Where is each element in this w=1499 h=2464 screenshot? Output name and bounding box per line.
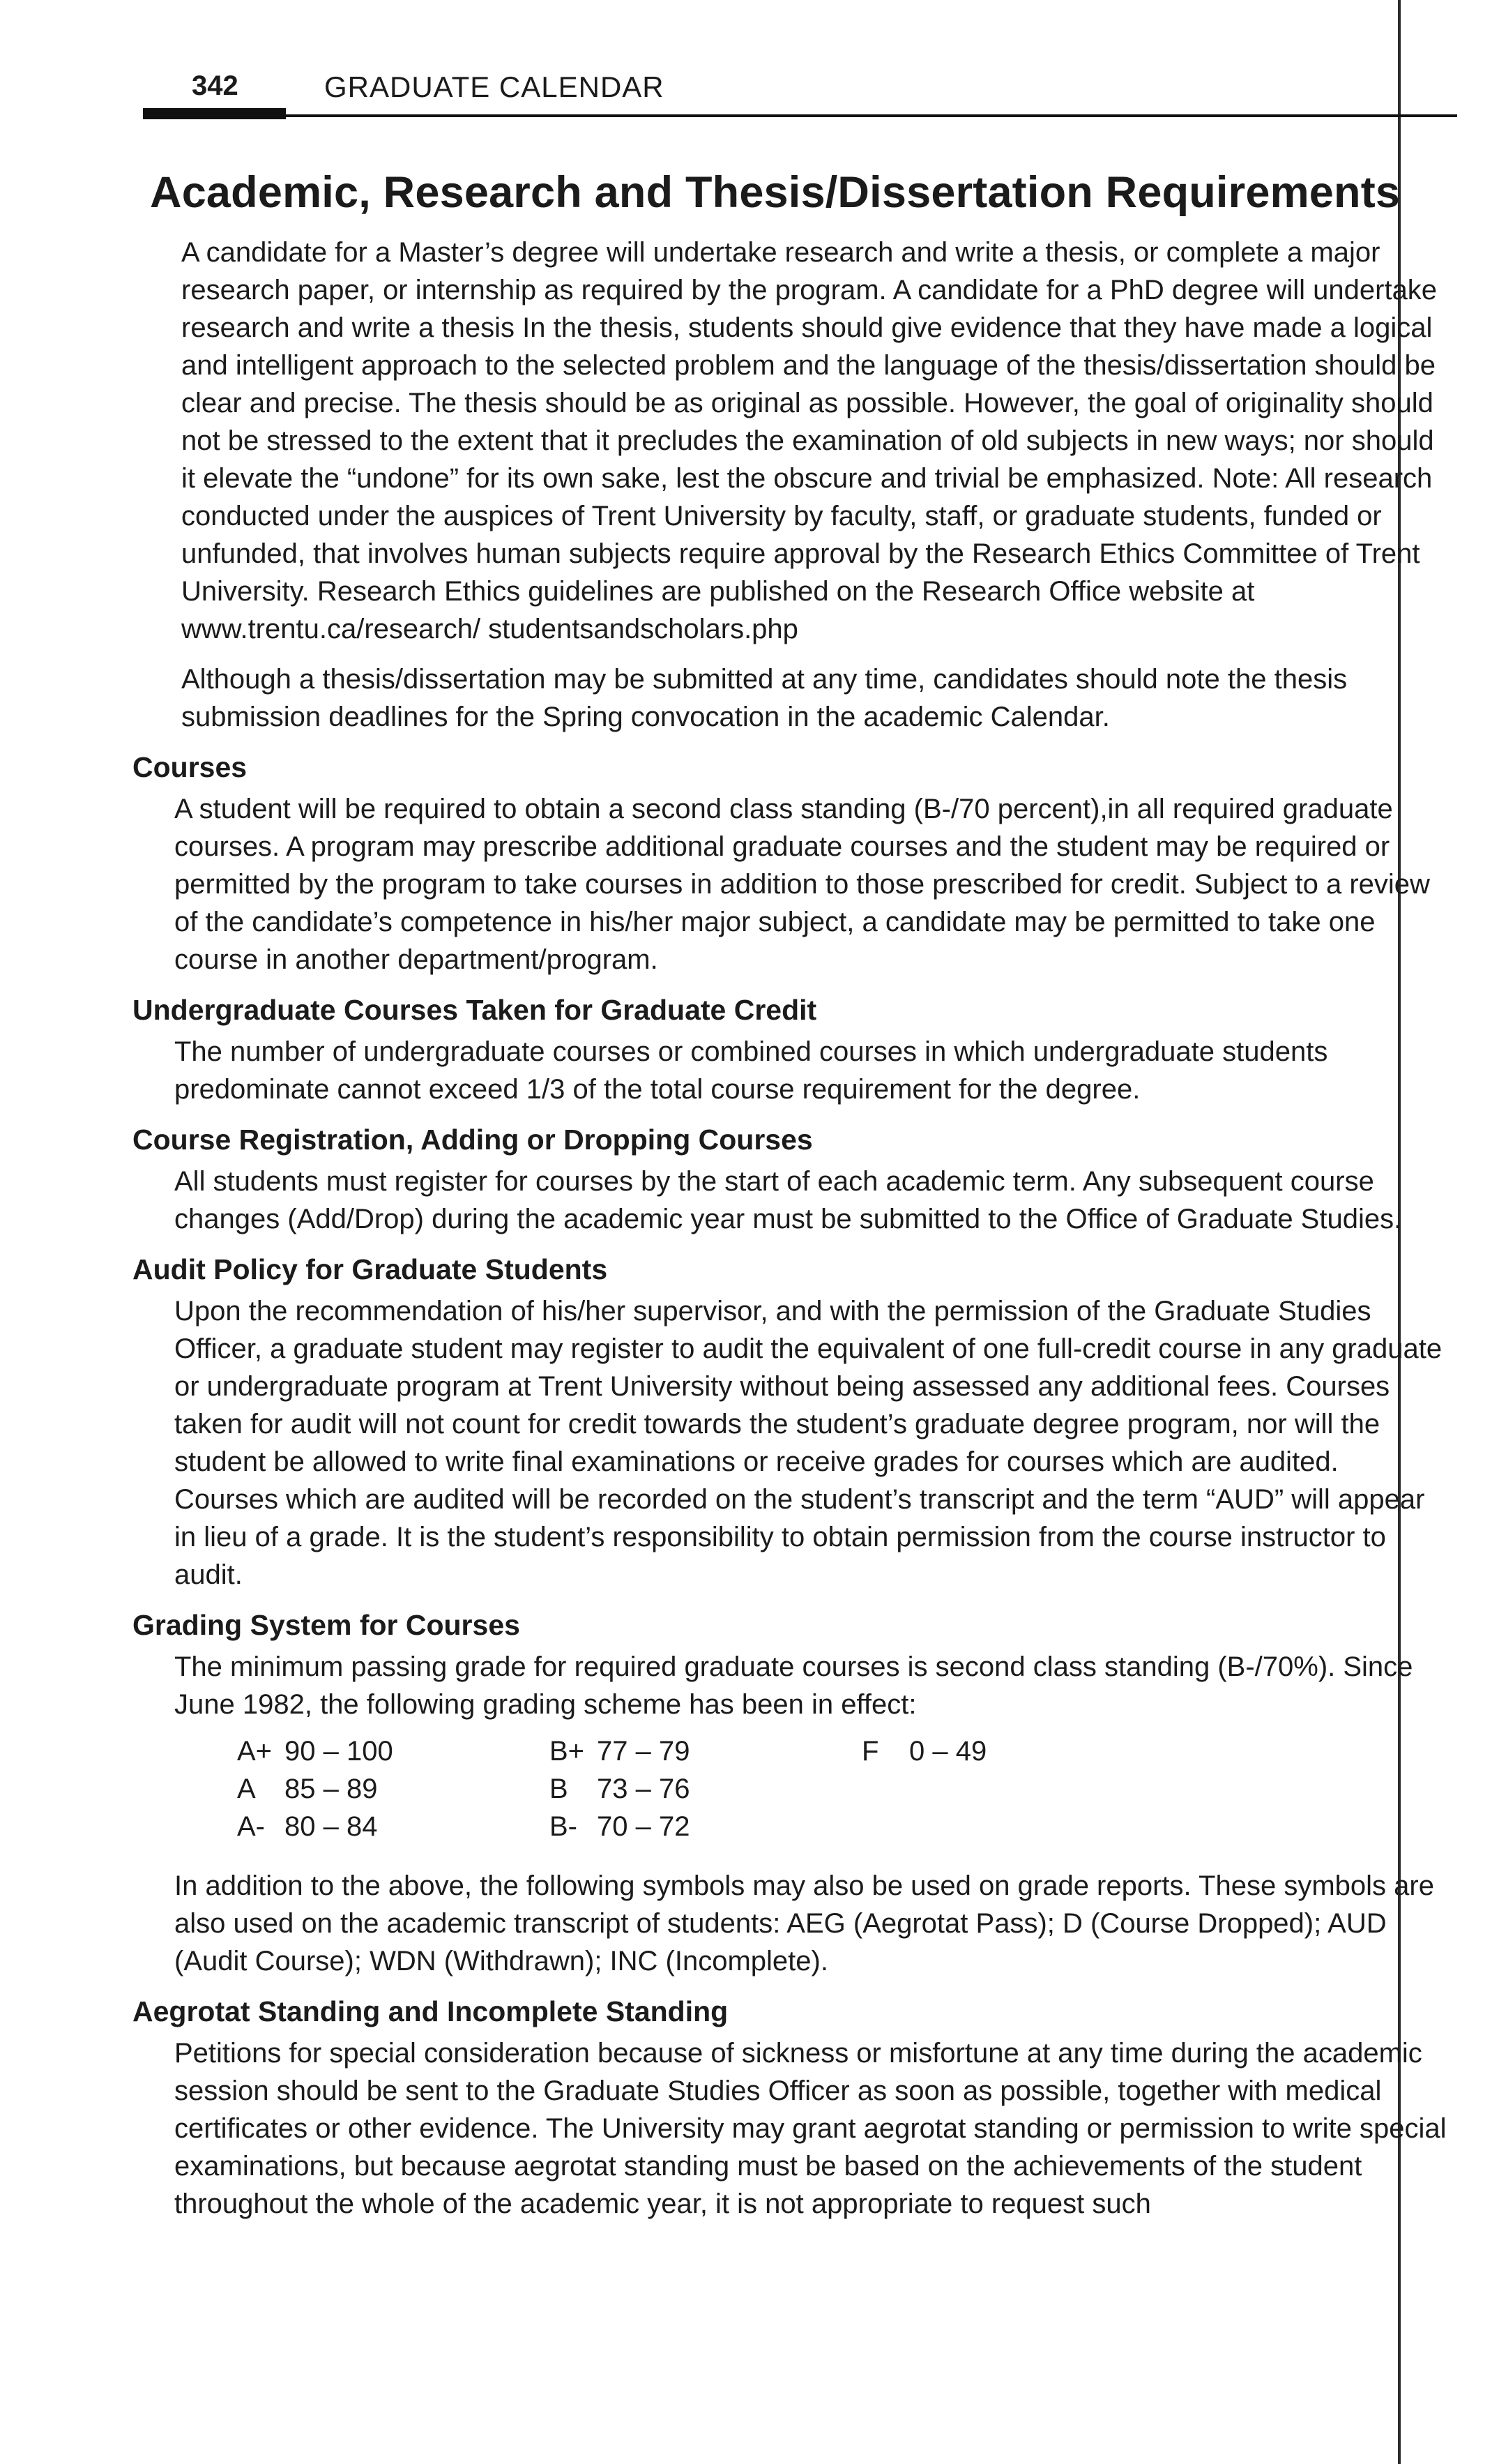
grade-letter: A+ xyxy=(237,1736,273,1767)
grade-letter xyxy=(862,1774,909,1811)
grade-letter: B+ xyxy=(549,1736,585,1767)
section-text: A student will be required to obtain a second class standing (B-/70 percent),in all required graduate courses. A program may prescribe additional graduate courses and the student may be required or permitted by the program to take courses in addition to those prescribed for credit. Subject to a review of the candidate’s competence in his/her major subject, a candidate may be permitted to take one course in another department/program. xyxy=(174,794,1430,975)
section-heading: Grading System for Courses xyxy=(132,1609,520,1641)
page-title: Academic, Research and Thesis/Dissertation Requirements xyxy=(150,168,1401,217)
section-undergrad-credit xyxy=(132,991,1447,1108)
grade-letter: B xyxy=(549,1774,568,1804)
grade-symbols-text: In addition to the above, the following symbols may also be used on grade reports. These symbols are also used on the academic transcript of students: AEG (Aegrotat Pass); D (Course Dropped); AUD (Audit Course); WDN (Withdrawn); INC (Incomplete). xyxy=(174,1870,1434,1977)
section-courses xyxy=(132,748,1447,978)
header-rule-thin xyxy=(286,114,1457,117)
intro-paragraph-2: Although a thesis/dissertation may be submitted at any time, candidates should note the thesis submission deadlines for the Spring convocation in the academic Calendar. xyxy=(181,664,1348,732)
grading-scheme-table xyxy=(237,1736,1174,1849)
main-content xyxy=(132,234,1447,2235)
page-number: 342 xyxy=(192,70,238,101)
grade-letter xyxy=(862,1811,909,1849)
grade-range: 85 – 89 xyxy=(284,1774,378,1804)
grade-range xyxy=(909,1774,1174,1811)
intro-paragraph-1: A candidate for a Master’s degree will undertake research and write a thesis, or complete a major research paper, or internship as required by the program. A candidate for a PhD degree will undertake research and write a thesis In the thesis, students should give evidence that they have made a logical and intelligent approach to the selected problem and the language of the thesis/dissertation should be clear and precise. The thesis should be as original as possible. However, the goal of originality should not be stressed to the extent that it precludes the examination of old subjects in new ways; nor should it elevate the “undone” for its own sake, lest the obscure and trivial be emphasized. Note: All research conducted under the auspices of Trent University by faculty, staff, or graduate students, funded or unfunded, that involves human subjects require approval by the Research Ethics Committee of Trent University. Research Ethics guidelines are published on the Research Office website at www.trentu.ca/research/ studentsandscholars.php xyxy=(181,237,1438,644)
section-text: Upon the recommendation of his/her supervisor, and with the permission of the Graduate Studies Officer, a graduate student may register to audit the equivalent of one full-credit course in any graduate or undergraduate program at Trent University without being assessed any additional fees. Courses taken for audit will not count for credit towards the student’s graduate degree program, nor will the student be allowed to write final examinations or receive grades for courses which are audited. Courses which are audited will be recorded on the student’s transcript and the term “AUD” will appear in lieu of a grade. It is the student’s responsibility to obtain permission from the course instructor to audit. xyxy=(174,1296,1443,1590)
grade-range: 80 – 84 xyxy=(284,1811,378,1842)
section-text: The number of undergraduate courses or combined courses in which undergraduate students predominate cannot exceed 1/3 of the total course requirement for the degree. xyxy=(174,1036,1328,1105)
grade-range: 0 – 49 xyxy=(909,1736,987,1767)
grade-range: 70 – 72 xyxy=(597,1811,690,1842)
grade-row xyxy=(237,1811,1174,1849)
grade-letter: A- xyxy=(237,1811,265,1842)
section-registration xyxy=(132,1121,1447,1238)
section-heading: Audit Policy for Graduate Students xyxy=(132,1253,608,1285)
section-text: All students must register for courses by the start of each academic term. Any subsequent course changes (Add/Drop) during the academic year must be submitted to the Office of Graduate Studies. xyxy=(174,1166,1402,1234)
grade-letter: A xyxy=(237,1774,256,1804)
grade-row xyxy=(237,1736,1174,1774)
section-text: Petitions for special consideration because of sickness or misfortune at any time during the academic session should be sent to the Graduate Studies Officer as soon as possible, together with medical certificates or other evidence. The University may grant aegrotat standing or permission to write special examinations, but because aegrotat standing must be based on the achievements of the student throughout the whole of the academic year, it is not appropriate to request such xyxy=(174,2038,1447,2219)
section-audit-policy xyxy=(132,1250,1447,1594)
grade-range xyxy=(909,1811,1174,1849)
grade-letter: B- xyxy=(549,1811,577,1842)
header-rule-thick xyxy=(143,108,286,119)
section-heading: Aegrotat Standing and Incomplete Standing xyxy=(132,1995,729,2027)
section-heading: Course Registration, Adding or Dropping Courses xyxy=(132,1124,813,1156)
grade-range: 73 – 76 xyxy=(597,1774,690,1804)
grade-letter: F xyxy=(862,1736,879,1767)
grade-range: 77 – 79 xyxy=(597,1736,690,1767)
section-text: The minimum passing grade for required graduate courses is second class standing (B-/70%). Since June 1982, the following grading scheme has been in effect: xyxy=(174,1652,1413,1720)
section-grading-system xyxy=(132,1606,1447,1980)
section-heading: Undergraduate Courses Taken for Graduate Credit xyxy=(132,994,817,1026)
section-aegrotat xyxy=(132,1993,1447,2223)
grade-range: 90 – 100 xyxy=(284,1736,393,1767)
grade-row xyxy=(237,1774,1174,1811)
running-title: GRADUATE CALENDAR xyxy=(324,70,664,103)
page-header xyxy=(143,66,1457,122)
section-heading: Courses xyxy=(132,751,248,783)
